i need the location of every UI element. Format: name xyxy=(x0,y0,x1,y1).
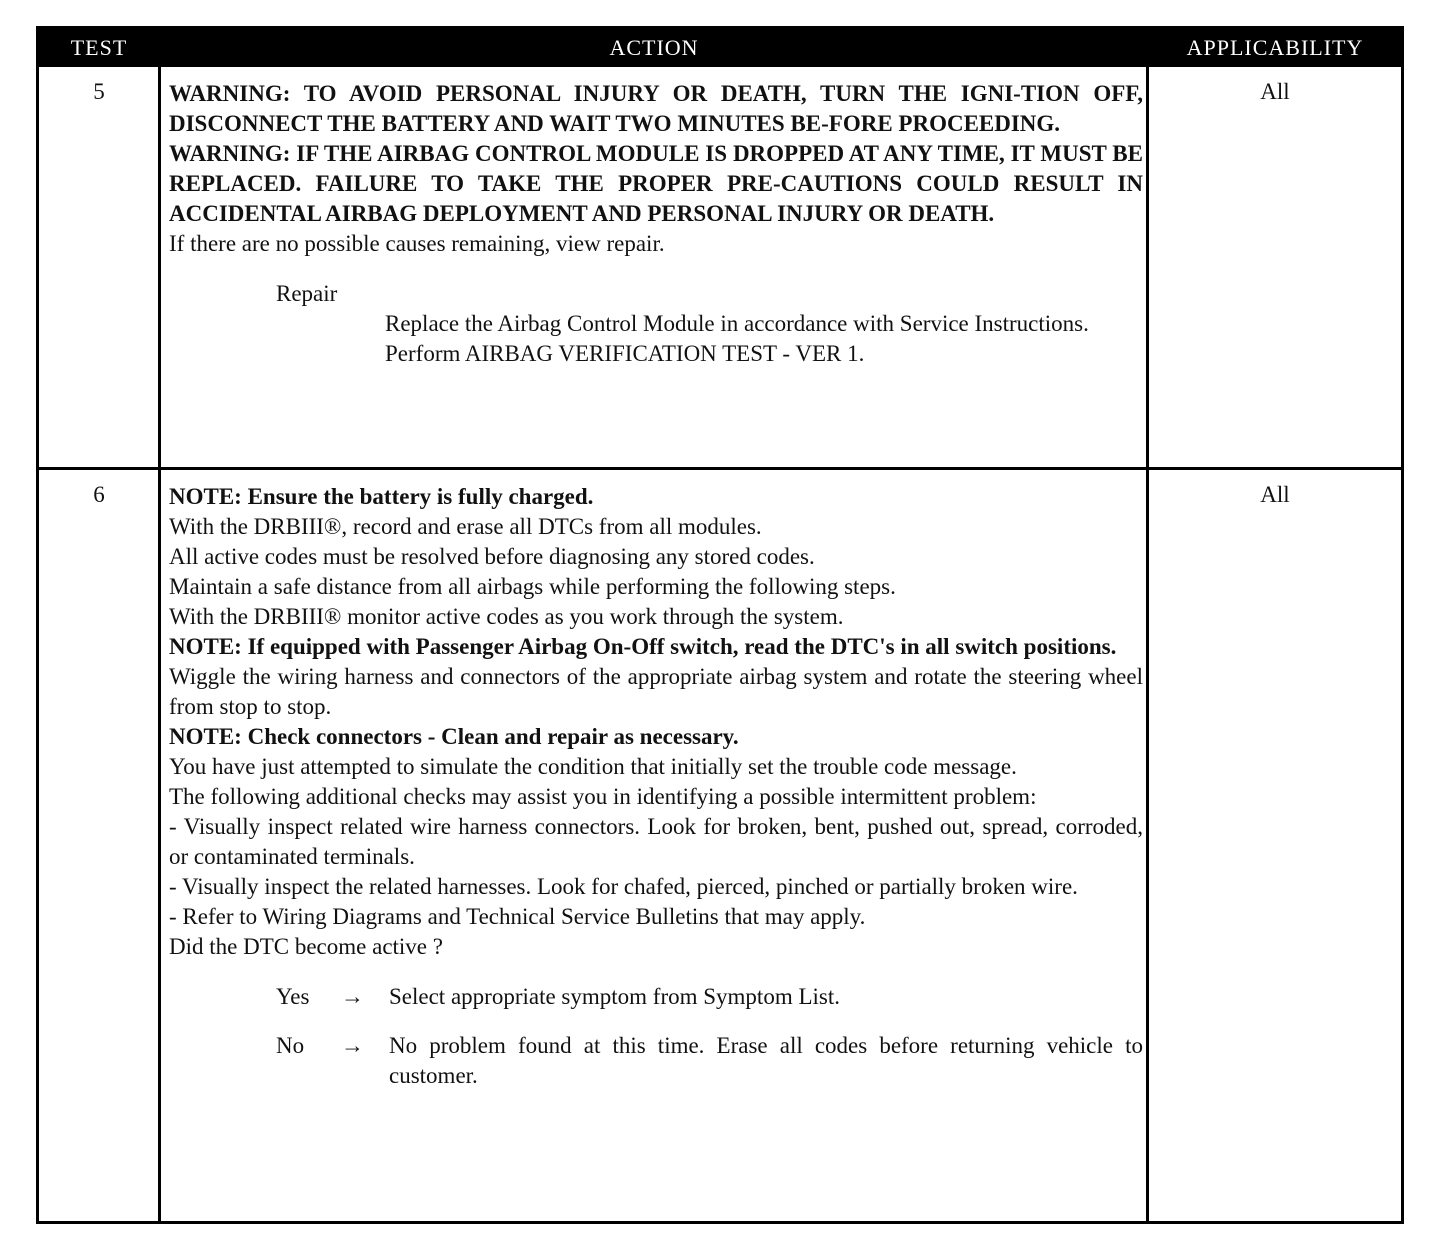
header-applicability: APPLICABILITY xyxy=(1186,35,1364,60)
applicability-value: All xyxy=(1260,79,1290,104)
test-number: 6 xyxy=(93,482,105,507)
arrow-right-icon: → xyxy=(341,984,364,1009)
header-action: ACTION xyxy=(609,35,699,60)
instruction-line: With the DRBIII® monitor active codes as you work through the system. xyxy=(169,604,844,629)
repair-label: Repair xyxy=(276,281,338,306)
instruction-text: If there are no possible causes remaining, view repair. xyxy=(169,231,665,256)
choice-no xyxy=(169,1031,1143,1091)
instruction-line: - Visually inspect related wire harness connectors. Look for broken, bent, pushed out, spread, corroded, or contaminated terminals. xyxy=(169,814,1143,869)
instruction-line: Maintain a safe distance from all airbags while performing the following steps. xyxy=(169,574,896,599)
choice-no-label: No xyxy=(276,1033,305,1058)
table-row-test-6 xyxy=(39,470,1401,1224)
instruction-line: All active codes must be resolved before diagnosing any stored codes. xyxy=(169,544,815,569)
repair-step-replace: Replace the Airbag Control Module in accordance with Service Instructions. xyxy=(385,311,1089,336)
table-header xyxy=(39,29,1401,67)
choice-yes-text: Select appropriate symptom from Symptom List. xyxy=(389,984,840,1009)
instruction-line: With the DRBIII®, record and erase all DTCs from all modules. xyxy=(169,514,762,539)
note-passenger-switch: NOTE: If equipped with Passenger Airbag On-Off switch, read the DTC's in all switch positions. xyxy=(169,634,1117,659)
table-row-test-5 xyxy=(39,67,1401,467)
action-cell xyxy=(169,482,1143,1091)
note-battery: NOTE: Ensure the battery is fully charged. xyxy=(169,484,594,509)
action-cell xyxy=(169,79,1143,369)
instruction-line: - Refer to Wiring Diagrams and Technical Service Bulletins that may apply. xyxy=(169,904,866,929)
choice-yes-label: Yes xyxy=(276,984,310,1009)
choice-yes xyxy=(169,982,1143,1012)
diagnostic-table xyxy=(36,26,1404,1224)
applicability-value: All xyxy=(1260,482,1290,507)
instruction-line: The following additional checks may assist you in identifying a possible intermittent problem: xyxy=(169,784,1037,809)
test-number: 5 xyxy=(93,79,105,104)
instruction-line: You have just attempted to simulate the condition that initially set the trouble code message. xyxy=(169,754,1017,779)
repair-step-verify: Perform AIRBAG VERIFICATION TEST - VER 1. xyxy=(385,341,865,366)
warning-module-dropped: WARNING: IF THE AIRBAG CONTROL MODULE IS DROPPED AT ANY TIME, IT MUST BE REPLACED. FAILURE TO TAKE THE PROPER PRE-CAUTIONS COULD RESULT IN ACCIDENTAL AIRBAG DEPLOYMENT AND PERSONAL INJURY OR DEATH. xyxy=(169,141,1143,226)
header-test: TEST xyxy=(70,35,128,60)
note-connectors: NOTE: Check connectors - Clean and repair as necessary. xyxy=(169,724,739,749)
instruction-line: Wiggle the wiring harness and connectors of the appropriate airbag system and rotate the steering wheel from stop to stop. xyxy=(169,664,1143,719)
choice-no-text: No problem found at this time. Erase all codes before returning vehicle to customer. xyxy=(389,1033,1143,1088)
arrow-right-icon: → xyxy=(341,1033,364,1058)
question-text: Did the DTC become active ? xyxy=(169,934,443,959)
warning-ignition-off: WARNING: TO AVOID PERSONAL INJURY OR DEATH, TURN THE IGNI-TION OFF, DISCONNECT THE BATTERY AND WAIT TWO MINUTES BE-FORE PROCEEDING. xyxy=(169,81,1143,136)
instruction-line: - Visually inspect the related harnesses. Look for chafed, pierced, pinched or partially broken wire. xyxy=(169,874,1078,899)
